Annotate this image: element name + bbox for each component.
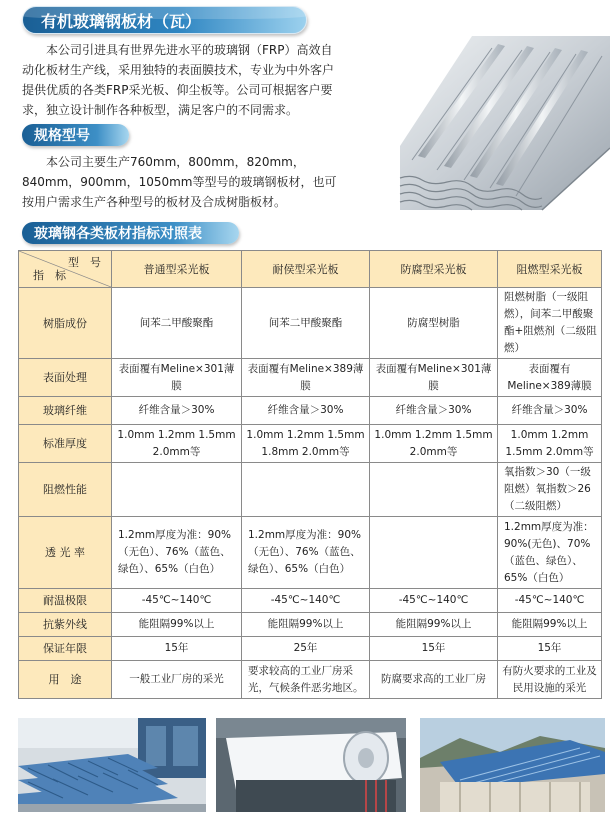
table-cell: 表面覆有Meline×389薄膜 <box>242 359 370 397</box>
table-cell: 一般工业厂房的采光 <box>112 661 242 699</box>
corner-top-label: 型 号 <box>68 256 101 269</box>
table-cell <box>112 463 242 517</box>
row-label: 保证年限 <box>19 637 112 661</box>
table-cell: 防腐要求高的工业厂房 <box>370 661 498 699</box>
table-cell: 纤维含量＞30% <box>112 397 242 425</box>
table-row <box>19 637 602 661</box>
corrugated-panel-image <box>352 28 610 216</box>
table-cell: 1.2mm厚度为准：90%(无色)、70%（蓝色、绿色）、65%（白色） <box>498 517 602 589</box>
spec-heading-banner <box>22 124 129 146</box>
table-cell: 表面覆有Meline×389薄膜 <box>498 359 602 397</box>
panel-roll-photo <box>216 718 406 812</box>
column-header: 阻燃型采光板 <box>498 251 602 288</box>
table-cell: 1.0mm 1.2mm 1.5mm 2.0mm等 <box>370 425 498 463</box>
table-cell: 要求较高的工业厂房采光，气候条件恶劣地区。 <box>242 661 370 699</box>
warehouse-panels-photo <box>18 718 206 812</box>
row-label: 阻燃性能 <box>19 463 112 517</box>
table-cell: -45℃~140℃ <box>112 589 242 613</box>
table-cell: 1.2mm厚度为准：90%（无色）、76%（蓝色、绿色）、65%（白色） <box>112 517 242 589</box>
table-cell: 表面覆有Meline×301薄膜 <box>112 359 242 397</box>
table-cell: 1.0mm 1.2mm 1.5mm 1.8mm 2.0mm等 <box>242 425 370 463</box>
table-cell: 能阻隔99%以上 <box>498 613 602 637</box>
corner-bottom-label: 指 标 <box>33 269 66 282</box>
table-cell: 能阻隔99%以上 <box>370 613 498 637</box>
table-row <box>19 661 602 699</box>
table-row <box>19 463 602 517</box>
table-cell: 15年 <box>370 637 498 661</box>
column-header: 普通型采光板 <box>112 251 242 288</box>
table-row <box>19 589 602 613</box>
table-cell <box>242 463 370 517</box>
column-header: 耐侯型采光板 <box>242 251 370 288</box>
table-row <box>19 613 602 637</box>
page-title: 有机玻璃钢板材（瓦） <box>41 11 202 31</box>
table-cell: 1.2mm厚度为准：90%（无色）、76%（蓝色、绿色）、65%（白色） <box>242 517 370 589</box>
table-cell <box>370 517 498 589</box>
table-row <box>19 425 602 463</box>
table-cell: 1.0mm 1.2mm 1.5mm 2.0mm等 <box>498 425 602 463</box>
table-cell: 阻燃树脂（一级阻燃），间苯二甲酸聚酯+阻燃剂（二级阻燃） <box>498 288 602 359</box>
table-heading: 玻璃钢各类板材指标对照表 <box>34 226 202 242</box>
table-cell: 防腐型树脂 <box>370 288 498 359</box>
table-row <box>19 288 602 359</box>
row-label: 耐温极限 <box>19 589 112 613</box>
table-cell: 氧指数＞30（一级阻燃）氧指数＞26（二级阻燃） <box>498 463 602 517</box>
table-cell: 纤维含量＞30% <box>498 397 602 425</box>
table-cell: 1.0mm 1.2mm 1.5mm 2.0mm等 <box>112 425 242 463</box>
intro-paragraph: 本公司引进具有世界先进水平的玻璃钢（FRP）高效自动化板材生产线，采用独特的表面膜技术，专业为中外客户提供优质的各类FRP采光板、仰尘板等。公司可根据客户要求，独立设计制作各种板型，满足客户的不同需求。 <box>22 43 335 117</box>
table-cell: 纤维含量＞30% <box>370 397 498 425</box>
table-header-row <box>19 251 602 288</box>
table-row <box>19 359 602 397</box>
table-cell: 有防火要求的工业及民用设施的采光 <box>498 661 602 699</box>
installed-roof-photo <box>420 718 605 812</box>
row-label: 用 途 <box>19 661 112 699</box>
row-label: 抗紫外线 <box>19 613 112 637</box>
comparison-table <box>18 250 602 699</box>
table-cell: -45℃~140℃ <box>498 589 602 613</box>
table-cell: 间苯二甲酸聚酯 <box>112 288 242 359</box>
spec-paragraph: 本公司主要生产760mm，800mm，820mm，840mm，900mm，1050mm等型号的玻璃钢板材，也可按用户需求生产各种型号的板材及合成树脂板材。 <box>22 155 337 209</box>
row-label: 玻璃纤维 <box>19 397 112 425</box>
table-cell: -45℃~140℃ <box>370 589 498 613</box>
table-cell: 25年 <box>242 637 370 661</box>
row-label: 表面处理 <box>19 359 112 397</box>
table-cell: 间苯二甲酸聚酯 <box>242 288 370 359</box>
table-cell: 表面覆有Meline×301薄膜 <box>370 359 498 397</box>
table-cell: 能阻隔99%以上 <box>242 613 370 637</box>
row-label: 标准厚度 <box>19 425 112 463</box>
table-cell: 纤维含量＞30% <box>242 397 370 425</box>
row-label: 树脂成份 <box>19 288 112 359</box>
column-header: 防腐型采光板 <box>370 251 498 288</box>
table-cell: 15年 <box>112 637 242 661</box>
corner-cell <box>19 251 112 288</box>
table-heading-banner <box>22 222 239 244</box>
row-label: 透 光 率 <box>19 517 112 589</box>
table-cell <box>370 463 498 517</box>
spec-heading: 规格型号 <box>34 128 90 144</box>
table-row <box>19 397 602 425</box>
table-cell: 能阻隔99%以上 <box>112 613 242 637</box>
page-title-banner <box>22 6 307 34</box>
table-row <box>19 517 602 589</box>
table-cell: -45℃~140℃ <box>242 589 370 613</box>
table-cell: 15年 <box>498 637 602 661</box>
